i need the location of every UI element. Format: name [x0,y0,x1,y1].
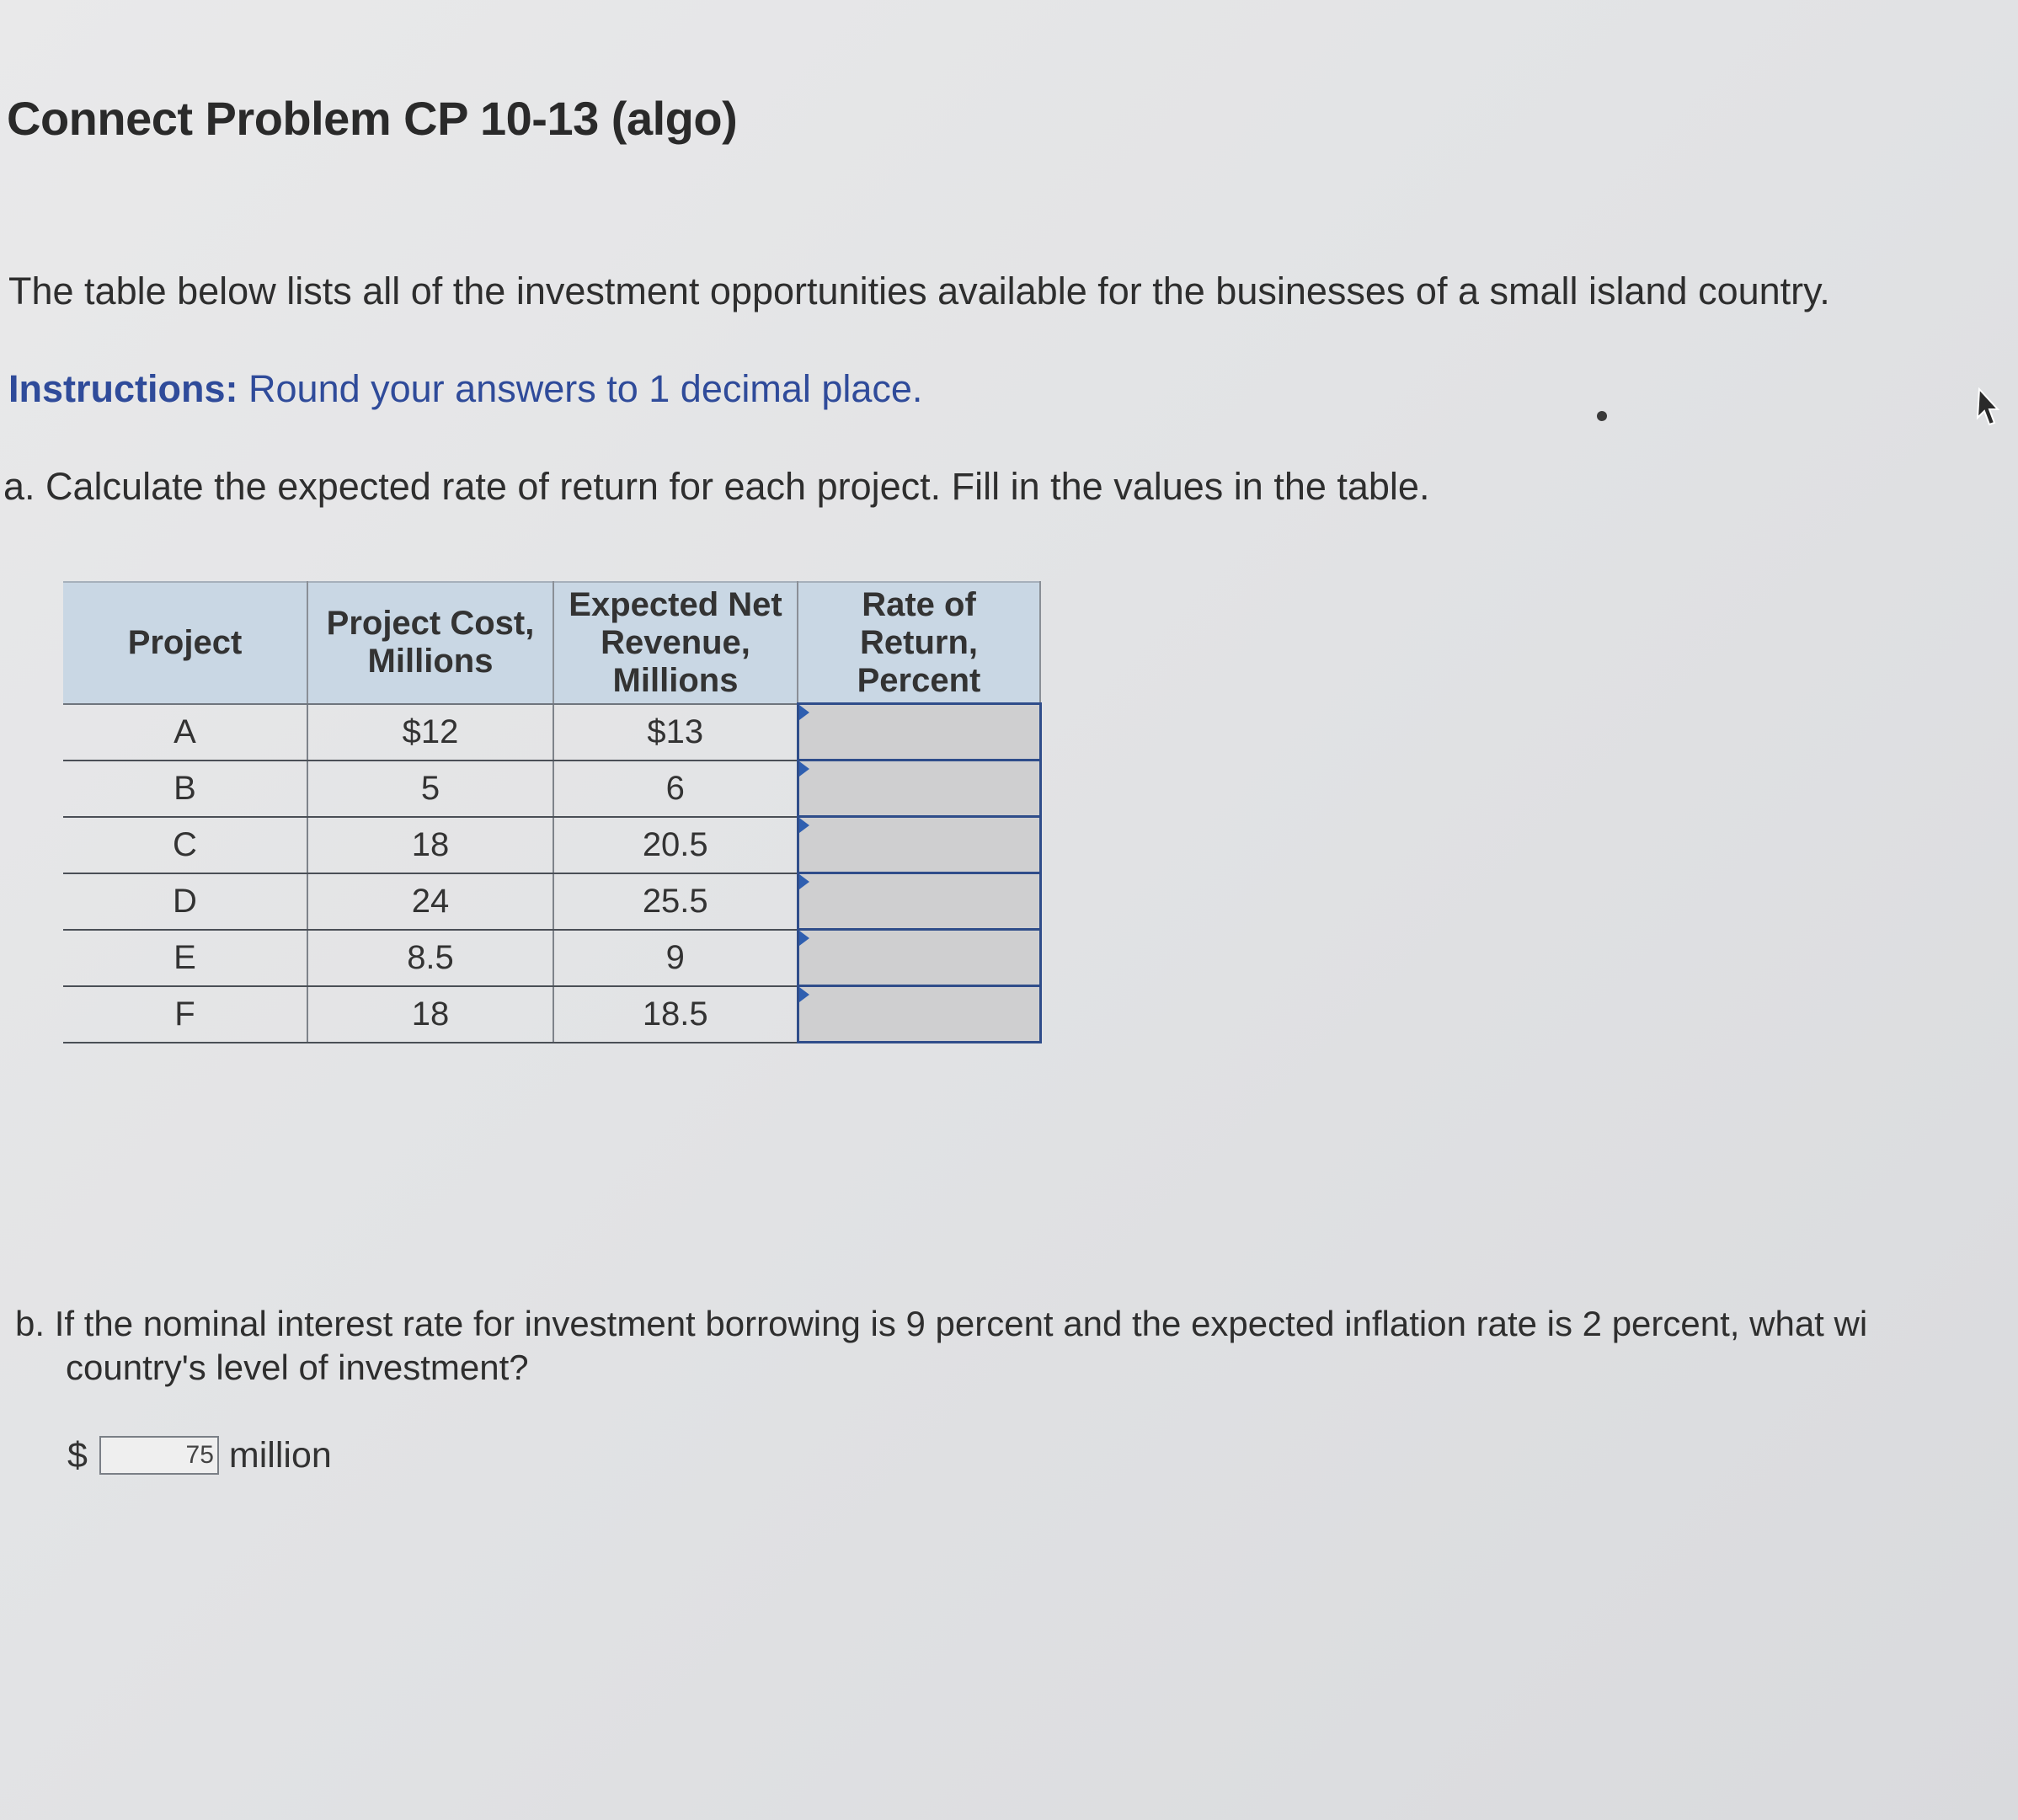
expected-revenue: 9 [553,930,798,986]
investment-table [63,581,1042,1043]
table-header-row [63,582,1040,704]
currency-symbol: $ [67,1434,88,1476]
rate-of-return-input-d[interactable] [799,875,1043,927]
rate-of-return-cell[interactable] [798,986,1040,1043]
rate-of-return-cell[interactable] [798,761,1040,817]
cell-marker-icon [799,931,809,946]
cell-marker-icon [799,987,809,1002]
rate-of-return-input-f[interactable] [799,988,1043,1040]
rate-of-return-cell[interactable] [798,873,1040,930]
rate-of-return-input-a[interactable] [799,706,1043,758]
rate-of-return-input-b[interactable] [799,762,1043,814]
table-row [63,873,1040,930]
header-project: Project [63,582,307,704]
mouse-pointer-icon [1973,387,2001,428]
project-cost: 18 [307,986,553,1043]
cell-marker-icon [799,705,809,720]
rate-of-return-cell[interactable] [798,704,1040,761]
header-rate-of-return: Rate of Return, Percent [798,582,1040,704]
table-row [63,930,1040,986]
cell-marker-icon [799,818,809,833]
part-b-line-2: country's level of investment? [66,1348,529,1387]
investment-answer-input[interactable] [99,1436,219,1475]
project-cost: 5 [307,761,553,817]
project-label: F [63,986,307,1043]
bullet-dot [1597,411,1607,421]
expected-revenue: $13 [553,704,798,761]
project-label: C [63,817,307,873]
project-label: A [63,704,307,761]
part-b-answer-row [67,1432,332,1479]
problem-intro: The table below lists all of the investment opportunities available for the businesses of a small island country. [8,270,1830,312]
project-cost: 8.5 [307,930,553,986]
project-cost: 24 [307,873,553,930]
expected-revenue: 25.5 [553,873,798,930]
part-b-question [15,1302,2011,1390]
rate-of-return-input-e[interactable] [799,931,1043,984]
instructions-text: Round your answers to 1 decimal place. [238,367,923,410]
cell-marker-icon [799,761,809,777]
expected-revenue: 6 [553,761,798,817]
rate-of-return-cell[interactable] [798,930,1040,986]
instructions [8,367,922,411]
instructions-label: Instructions: [8,367,238,410]
part-b-line-1: b. If the nominal interest rate for investment borrowing is 9 percent and the expected inflation rate is 2 percent, what wi [15,1304,1868,1343]
rate-of-return-cell[interactable] [798,817,1040,873]
table-row [63,761,1040,817]
expected-revenue: 20.5 [553,817,798,873]
table-row [63,986,1040,1043]
table-row [63,704,1040,761]
rate-of-return-input-c[interactable] [799,819,1043,871]
header-expected-revenue: Expected Net Revenue, Millions [553,582,798,704]
project-cost: 18 [307,817,553,873]
project-label: E [63,930,307,986]
unit-label: million [228,1434,332,1476]
header-project-cost: Project Cost, Millions [307,582,553,704]
expected-revenue: 18.5 [553,986,798,1043]
project-cost: $12 [307,704,553,761]
project-label: D [63,873,307,930]
table-row [63,817,1040,873]
project-label: B [63,761,307,817]
cell-marker-icon [799,874,809,889]
part-a-question: a. Calculate the expected rate of return for each project. Fill in the values in the table. [3,465,1430,508]
page-title: Connect Problem CP 10-13 (algo) [7,92,738,145]
